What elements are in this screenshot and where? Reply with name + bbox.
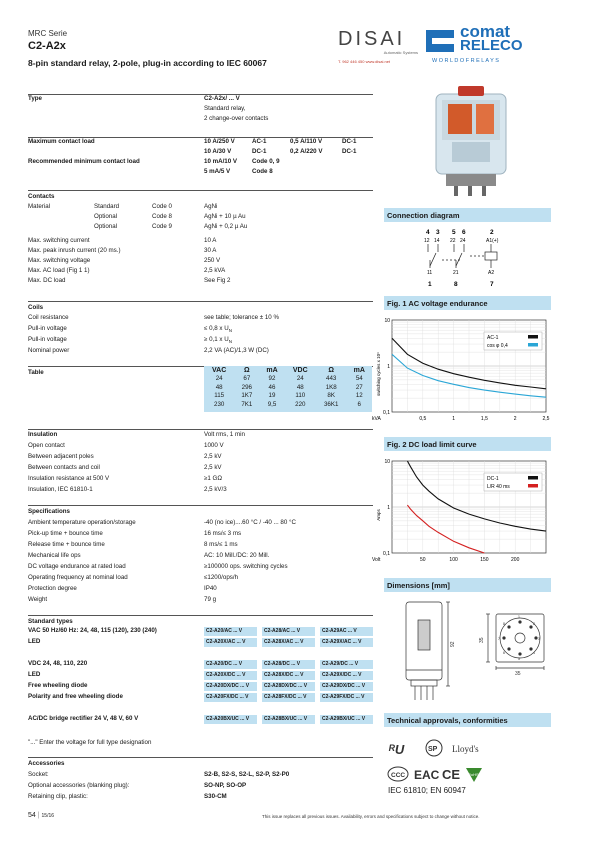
coil-table-head: VAC: [212, 366, 227, 374]
page-subtitle: 8-pin standard relay, 2-pole, plug-in according to IEC 60067: [28, 58, 267, 68]
pin-number: 1: [428, 281, 432, 288]
type-code: C2-A20X/AC ... V: [204, 638, 257, 647]
accessory-value: SO-NP, SO-OP: [204, 782, 247, 789]
spec-value: 2,5 kV: [204, 453, 222, 460]
y-tick-label: 1: [387, 505, 390, 511]
spec-value: See Fig 2: [204, 277, 231, 284]
spec-value: 30 A: [204, 247, 217, 254]
coil-table-label: Table: [28, 369, 44, 376]
types-note: "..." Enter the voltage for full type designation: [28, 739, 152, 746]
type-code: C2-A20FX/DC ... V: [204, 693, 257, 702]
spec-label: Between contacts and coil: [28, 464, 100, 471]
type-code: C2-A28X/DC ... V: [262, 671, 315, 680]
material-code: Code 0: [152, 203, 172, 210]
type-code: C2-A28BX/UC ... V: [262, 715, 315, 724]
load-cell: 0,5 A/110 V: [290, 138, 323, 145]
table-cell: 92: [268, 375, 276, 383]
y-tick-label: 0,1: [383, 551, 390, 557]
spec-value: 1000 V: [204, 442, 224, 449]
spec-label: Max. switching current: [28, 237, 90, 244]
spec-label: Mechanical life ops: [28, 552, 81, 559]
relay-image: [428, 80, 514, 200]
spec-label: Insulation resistance at 500 V: [28, 475, 110, 482]
legend-label: L/R 40 ms: [487, 484, 510, 490]
pin-number: 7: [490, 281, 494, 288]
load-cell: AC-1: [252, 138, 267, 145]
pin-number: 4: [426, 229, 430, 236]
table-row: [204, 383, 372, 392]
legend-label: AC-1: [487, 335, 499, 341]
type-label: Type: [28, 95, 42, 102]
spec-label: Protection degree: [28, 585, 77, 592]
table-row: [204, 392, 372, 401]
x-tick-label: 150: [480, 557, 489, 563]
spec-label: Open contact: [28, 442, 65, 449]
spec-value: ≥ 0,1 x $U_N$: [204, 336, 232, 345]
table-cell: 220: [295, 400, 306, 408]
page-title: C2-A2x: [28, 40, 66, 52]
table-cell: 110: [295, 392, 306, 400]
table-cell: 24: [296, 375, 304, 383]
pin-number: 8: [454, 281, 458, 288]
type-value: C2-A2x/ ... V: [204, 95, 240, 102]
coils-title: Coils: [28, 304, 44, 311]
legend-swatch: [528, 484, 538, 488]
x-tick-label: 100: [449, 557, 458, 563]
spec-value: 16 ms/≤ 3 ms: [204, 530, 242, 537]
svg-text:12: 12: [424, 238, 430, 244]
table-cell: 115: [214, 392, 225, 400]
accessory-value: S2-B, S2-S, S2-L, S2-P, S2-P0: [204, 771, 290, 778]
spec-value: 2,2 VA (AC)/1,3 W (DC): [204, 347, 269, 354]
spec-value: 10 A: [204, 237, 217, 244]
svg-text:22: 22: [450, 238, 456, 244]
table-cell: 24: [215, 375, 223, 383]
divider: [28, 190, 373, 191]
svg-text:24: 24: [460, 238, 466, 244]
fig1-chart: [370, 314, 555, 430]
y-tick-label: 1: [387, 364, 390, 370]
table-cell: 19: [268, 392, 276, 400]
legend-label: cos φ 0,4: [487, 343, 508, 349]
insulation-value: Volt rms, 1 min: [204, 431, 245, 438]
fig2-title: Fig. 2 DC load limit curve: [384, 437, 551, 451]
material-code: Code 9: [152, 223, 172, 230]
type-code: C2-A28X/AC ... V: [262, 638, 315, 647]
table-cell: 48: [296, 383, 304, 391]
material-value: AgNi: [204, 203, 218, 210]
spec-label: DC voltage endurance at rated load: [28, 563, 126, 570]
svg-text:21: 21: [453, 270, 459, 276]
svg-text:5: 5: [518, 657, 520, 661]
width-dim: 35: [515, 671, 521, 677]
type-code: C2-A20DX/DC ... V: [204, 682, 257, 691]
divider: [28, 429, 373, 430]
svg-text:2: 2: [533, 622, 535, 626]
load-cell: 0,2 A/220 V: [290, 148, 323, 155]
coil-table-head: mA: [353, 366, 365, 374]
spec-label: Pick-up time + bounce time: [28, 530, 103, 537]
x-tick-label: 50: [420, 557, 426, 563]
spec-value: 2,5 kV/3: [204, 486, 227, 493]
material-type: Optional: [94, 223, 118, 230]
type-code: C2-A20BX/UC ... V: [204, 715, 257, 724]
depth-dim: 35: [479, 637, 485, 643]
dimensions-title: Dimensions [mm]: [384, 578, 551, 592]
ce-logo-icon: CE: [442, 767, 461, 782]
standard-types-title: Standard types: [28, 618, 73, 625]
table-cell: 6: [357, 400, 361, 408]
type-code: C2-A20/DC ... V: [204, 660, 257, 669]
eac-logo-icon: EAC: [414, 768, 440, 782]
legend-swatch: [528, 476, 538, 480]
x-axis-label: Volt: [372, 557, 381, 563]
type-row-label: VDC 24, 48, 110, 220: [28, 660, 88, 667]
spec-value: 2,5 kV: [204, 464, 222, 471]
load-cell: DC-1: [342, 138, 357, 145]
type-code: C2-A29X/AC ... V: [320, 638, 373, 647]
type-desc-2: 2 change-over contacts: [204, 115, 269, 122]
fig1-title: Fig. 1 AC voltage endurance: [384, 296, 551, 310]
load-cell: DC-1: [252, 148, 267, 155]
height-dim: 92: [450, 641, 456, 647]
y-tick-label: 0,1: [383, 410, 390, 416]
spec-value: ≥100000 ops. switching cycles: [204, 563, 288, 570]
type-code: C2-A20X/DC ... V: [204, 671, 257, 680]
type-code: C2-A28/AC ... V: [262, 627, 315, 636]
spec-label: Insulation, IEC 61810-1: [28, 486, 93, 493]
table-row: [204, 375, 372, 384]
svg-text:3: 3: [538, 637, 540, 641]
svg-text:6: 6: [503, 651, 505, 655]
spec-label: Pull-in voltage: [28, 325, 67, 332]
page-number: 54 | 15/16: [28, 812, 55, 819]
table-cell: 46: [268, 383, 276, 391]
type-row-label: Polarity and free wheeling diode: [28, 693, 123, 700]
divider: [28, 94, 373, 95]
type-code: C2-A29FX/DC ... V: [320, 693, 373, 702]
spec-label: Weight: [28, 596, 48, 603]
table-cell: 443: [326, 375, 337, 383]
material-code: Code 8: [152, 213, 172, 220]
load-cell: 10 mA/10 V: [204, 158, 238, 165]
type-code: C2-A29BX/UC ... V: [320, 715, 373, 724]
load-cell: 10 A/250 V: [204, 138, 235, 145]
table-cell: 12: [355, 392, 363, 400]
type-row-label: LED: [28, 671, 41, 678]
approval-standards: IEC 61810; EN 60947: [388, 786, 466, 795]
pin-number: 5: [452, 229, 456, 236]
spec-label: Pull-in voltage: [28, 336, 67, 343]
spec-value: see table; tolerance ± 10 %: [204, 314, 279, 321]
table-cell: 36K1: [323, 400, 339, 408]
svg-text:11: 11: [427, 270, 433, 276]
y-tick-label: 10: [384, 318, 390, 324]
relay-product-image: [428, 80, 514, 200]
x-tick-label: 2: [513, 416, 517, 422]
svg-text:RoHS: RoHS: [468, 772, 479, 777]
svg-text:SP: SP: [428, 746, 438, 753]
x-tick-label: 1,5: [480, 416, 488, 422]
y-axis-label: switching cycles x 10⁶: [376, 352, 381, 396]
spec-label: Operating frequency at nominal load: [28, 574, 128, 581]
footer-notice: This issue replaces all previous issues. Availability, errors and specifications subject to change without notice.: [262, 814, 480, 819]
x-tick-label: 200: [511, 557, 520, 563]
table-cell: 230: [214, 400, 225, 408]
coil-table-head: mA: [266, 366, 278, 374]
pin-number: 3: [436, 229, 440, 236]
approval-logos: [386, 736, 551, 798]
svg-text:A1(+): A1(+): [486, 238, 499, 244]
spec-label: Max. switching voltage: [28, 257, 91, 264]
table-cell: 8K: [327, 392, 335, 400]
type-code: C2-A29X/DC ... V: [320, 671, 373, 680]
spec-label: Max. DC load: [28, 277, 66, 284]
legend-label: DC-1: [487, 476, 499, 482]
divider: [28, 615, 373, 616]
spec-value: 250 V: [204, 257, 221, 264]
table-cell: 54: [355, 375, 363, 383]
coil-table: [204, 366, 372, 412]
type-row-label: AC/DC bridge rectifier 24 V, 48 V, 60 V: [28, 715, 139, 722]
contacts-title: Contacts: [28, 193, 55, 200]
table-cell: 27: [355, 383, 363, 391]
table-cell: 48: [215, 383, 223, 391]
spec-label: Nominal power: [28, 347, 70, 354]
material-value: AgNi + 10 µ Au: [204, 213, 246, 220]
specifications-title: Specifications: [28, 508, 70, 515]
comat-logo-icon: [422, 26, 458, 56]
load-cell: DC-1: [342, 148, 357, 155]
spec-value: 79 g: [204, 596, 217, 603]
type-code: C2-A20/AC ... V: [204, 627, 257, 636]
connection-diagram-title: Connection diagram: [384, 208, 551, 222]
load-cell: 10 A/30 V: [204, 148, 232, 155]
type-code: C2-A29/DC ... V: [320, 660, 373, 669]
spec-value: ≤1200/ops/h: [204, 574, 239, 581]
accessory-label: Retaining clip, plastic:: [28, 793, 88, 800]
svg-text:7: 7: [498, 637, 500, 641]
coil-table-head: Ω: [328, 366, 335, 374]
spec-label: Max. peak inrush current (20 ms.): [28, 247, 121, 254]
material-type: Optional: [94, 213, 118, 220]
type-desc-1: Standard relay,: [204, 105, 246, 112]
accessory-label: Optional accessories (blanking plug):: [28, 782, 130, 789]
spec-value: 2,5 kVA: [204, 267, 226, 274]
spec-label: Max. AC load (Fig 1 1): [28, 267, 90, 274]
svg-text:4: 4: [533, 651, 535, 655]
svg-text:1: 1: [518, 615, 520, 619]
type-code: C2-A29DX/DC ... V: [320, 682, 373, 691]
spec-value: IP40: [204, 585, 217, 592]
fig2-chart: [370, 455, 555, 571]
accessories-title: Accessories: [28, 760, 65, 767]
coil-table-head: Ω: [244, 366, 250, 374]
legend-swatch: [528, 343, 538, 347]
pin-number: 2: [490, 229, 494, 236]
series-label: MRC Serie: [28, 29, 68, 38]
ul-logo-icon: ᴿU: [388, 742, 405, 757]
y-axis-label: Amps: [376, 509, 381, 521]
load-cell: 5 mA/5 V: [204, 168, 231, 175]
spec-label: Ambient temperature operation/storage: [28, 519, 136, 526]
divider: [28, 505, 373, 506]
divider: [28, 301, 373, 302]
material-value: AgNi + 0,2 µ Au: [204, 223, 248, 230]
spec-value: AC: 10 Mill./DC: 20 Mill.: [204, 552, 270, 559]
coil-table-head: VDC: [292, 366, 308, 374]
spec-value: ≥1 GΩ: [204, 475, 222, 482]
divider: [28, 757, 373, 758]
type-row-label: VAC 50 Hz/60 Hz: 24, 48, 115 (120), 230 (240): [28, 627, 157, 634]
type-row-label: LED: [28, 638, 41, 645]
table-cell: 1K7: [241, 392, 253, 400]
type-code: C2-A28DX/DC ... V: [262, 682, 315, 691]
x-tick-label: 0,5: [419, 416, 427, 422]
table-cell: 1K8: [325, 383, 337, 391]
table-cell: 296: [241, 383, 252, 391]
dimensions-drawing: [384, 596, 551, 706]
svg-text:CCC: CCC: [391, 772, 406, 779]
material-label: Material: [28, 203, 51, 210]
x-tick-label: 1: [452, 416, 455, 422]
spec-value: -40 (no ice)....60 °C / -40 ... 80 °C: [204, 519, 296, 526]
table-cell: 67: [243, 375, 251, 383]
legend-swatch: [528, 335, 538, 339]
load-cell: Code 8: [252, 168, 273, 175]
table-cell: 7K1: [241, 400, 253, 408]
rec-min-load-label: Recommended minimum contact load: [28, 158, 140, 165]
spec-value: 8 ms/≤ 1 ms: [204, 541, 238, 548]
type-row-label: Free wheeling diode: [28, 682, 88, 689]
y-tick-label: 10: [384, 459, 390, 465]
load-cell: Code 0, 9: [252, 158, 280, 165]
insulation-title: Insulation: [28, 431, 58, 438]
type-code: C2-A28FX/DC ... V: [262, 693, 315, 702]
approvals-title: Technical approvals, conformities: [384, 713, 551, 727]
table-row: [204, 400, 372, 409]
spec-label: Release time + bounce time: [28, 541, 105, 548]
type-code: C2-A28/DC ... V: [262, 660, 315, 669]
x-tick-label: 2,5: [542, 416, 550, 422]
accessory-value: S30-CM: [204, 793, 227, 800]
spec-value: ≤ 0,8 x $U_N$: [204, 325, 232, 334]
max-contact-load-label: Maximum contact load: [28, 138, 95, 145]
svg-text:14: 14: [434, 238, 440, 244]
disai-logo: DISAI Automatic Systems T. 962 446 450 www.disai.net: [338, 28, 418, 64]
lloyds-logo-icon: Lloyd's: [452, 744, 479, 754]
svg-text:A2: A2: [488, 270, 495, 276]
accessory-label: Socket:: [28, 771, 49, 778]
material-type: Standard: [94, 203, 120, 210]
spec-label: Coil resistance: [28, 314, 69, 321]
svg-text:8: 8: [503, 622, 505, 626]
connection-diagram: [384, 226, 551, 288]
x-axis-label: kVA: [372, 416, 381, 422]
table-cell: 9,5: [267, 400, 277, 408]
pin-number: 6: [462, 229, 466, 236]
type-code: C2-A29AC ... V: [320, 627, 373, 636]
spec-label: Between adjacent poles: [28, 453, 94, 460]
